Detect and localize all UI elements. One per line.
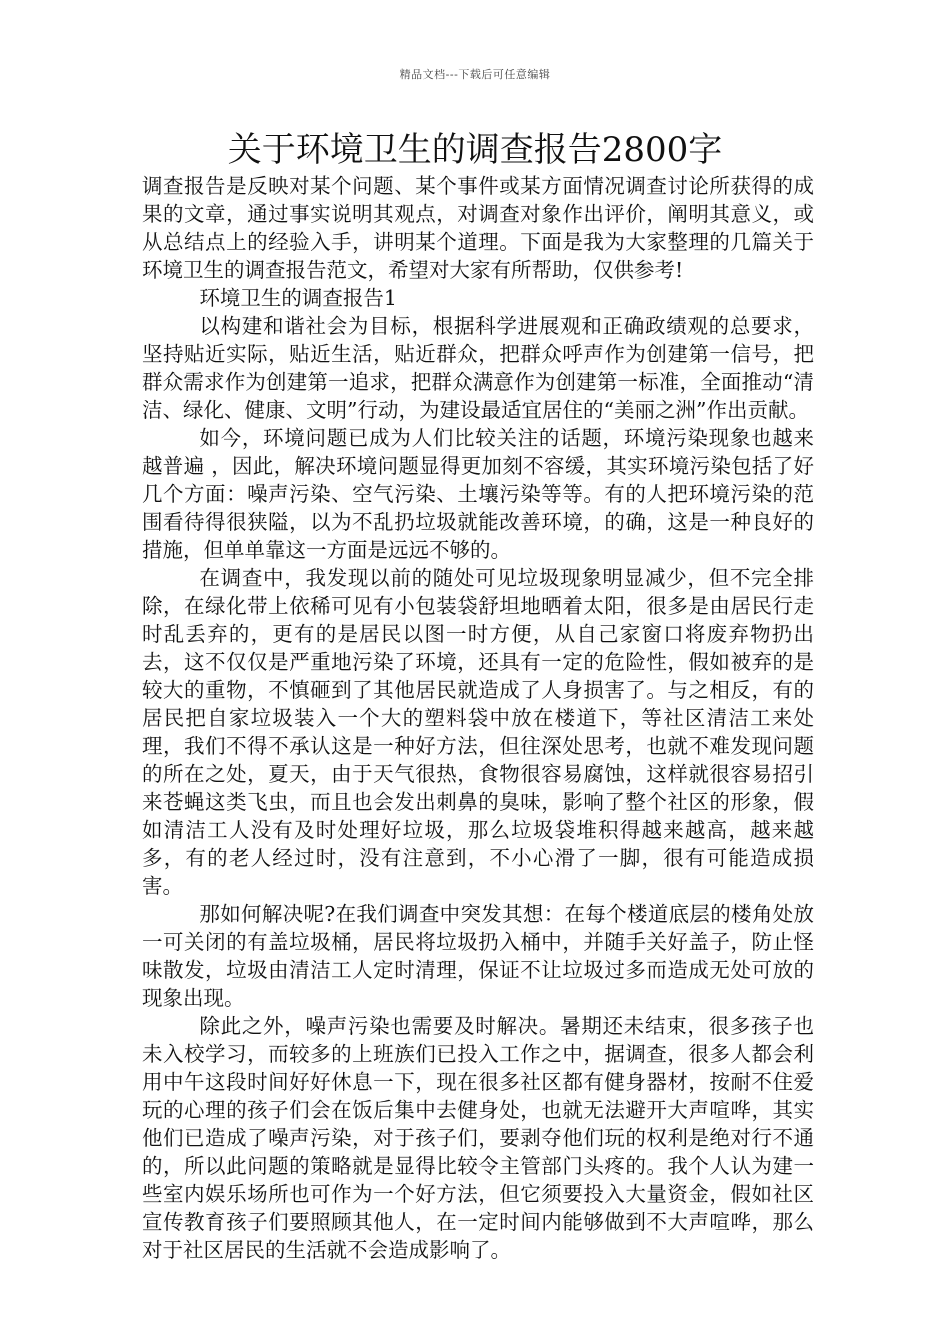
body-paragraph: 除此之外，噪声污染也需要及时解决。暑期还未结束，很多孩子也未入校学习，而较多的上班族们已投入工作之中，据调查，很多人都会利用中午这段时间好好休息一下，现在很多社区都有健身器材，按耐不住爱玩的心理的孩子们会在饭后集中去健身处，也就无法避开大声喧哗，其实他们已造成了噪声污染，对于孩子们，要剥夺他们玩的权利是绝对行不通的，所以此问题的策略就是显得比较令主管部门头疼的。我个人认为建一些室内娱乐场所也可作为一个好方法，但它须要投入大量资金，假如社区宣传教育孩子们要照顾其他人，在一定时间内能够做到不大声喧哗，那么对于社区居民的生活就不会造成影响了。	[142, 1014, 814, 1262]
body-paragraph: 在调查中，我发现以前的随处可见垃圾现象明显减少，但不完全排除，在绿化带上依稀可见有小包装袋舒坦地晒着太阳，很多是由居民行走时乱丢弃的，更有的是居民以图一时方便，从自己家窗口将废弃物扔出去，这不仅仅是严重地污染了环境，还具有一定的危险性，假如被弃的是较大的重物，不慎砸到了其他居民就造成了人身损害了。与之相反，有的居民把自家垃圾装入一个大的塑料袋中放在楼道下，等社区清洁工来处理，我们不得不承认这是一种好方法，但往深处思考，也就不难发现问题的所在之处，夏天，由于天气很热，食物很容易腐蚀，这样就很容易招引来苍蝇这类飞虫，而且也会发出刺鼻的臭味，影响了整个社区的形象，假如清洁工人没有及时处理好垃圾，那么垃圾袋堆积得越来越高，越来越多，有的老人经过时，没有注意到，不小心滑了一脚，很有可能造成损害。	[142, 566, 814, 898]
document-title: 关于环境卫生的调查报告2800字	[227, 130, 723, 170]
body-paragraph: 那如何解决呢?在我们调查中突发其想：在每个楼道底层的楼角处放一可关闭的有盖垃圾桶，居民将垃圾扔入桶中，并随手关好盖子，防止怪味散发，垃圾由清洁工人定时清理，保证不让垃圾过多而造成无处可放的现象出现。	[142, 902, 814, 1010]
body-paragraph: 以构建和谐社会为目标，根据科学进展观和正确政绩观的总要求，坚持贴近实际，贴近生活，贴近群众，把群众呼声作为创建第一信号，把群众需求作为创建第一追求，把群众满意作为创建第一标准，全面推动“清洁、绿化、健康、文明”行动，为建设最适宜居住的“美丽之洲”作出贡献。	[142, 314, 814, 422]
body-paragraph: 如今，环境问题已成为人们比较关注的话题，环境污染现象也越来越普遍 ，因此，解决环境问题显得更加刻不容缓，其实环境污染包括了好几个方面：噪声污染、空气污染、土壤污染等等。有的人把环境污染的范围看待得很狭隘，以为不乱扔垃圾就能改善环境，的确，这是一种良好的措施，但单单靠这一方面是远远不够的。	[142, 426, 814, 562]
header-note: 精品文档---下载后可任意编辑	[399, 68, 551, 81]
intro-paragraph: 调查报告是反映对某个问题、某个事件或某方面情况调查讨论所获得的成果的文章，通过事实说明其观点，对调查对象作出评价，阐明其意义，或从总结点上的经验入手，讲明某个道理。下面是我为大家整理的几篇关于环境卫生的调查报告范文，希望对大家有所帮助，仅供参考!	[142, 174, 814, 282]
section-heading: 环境卫生的调查报告1	[199, 286, 397, 310]
document-body	[142, 172, 814, 1264]
